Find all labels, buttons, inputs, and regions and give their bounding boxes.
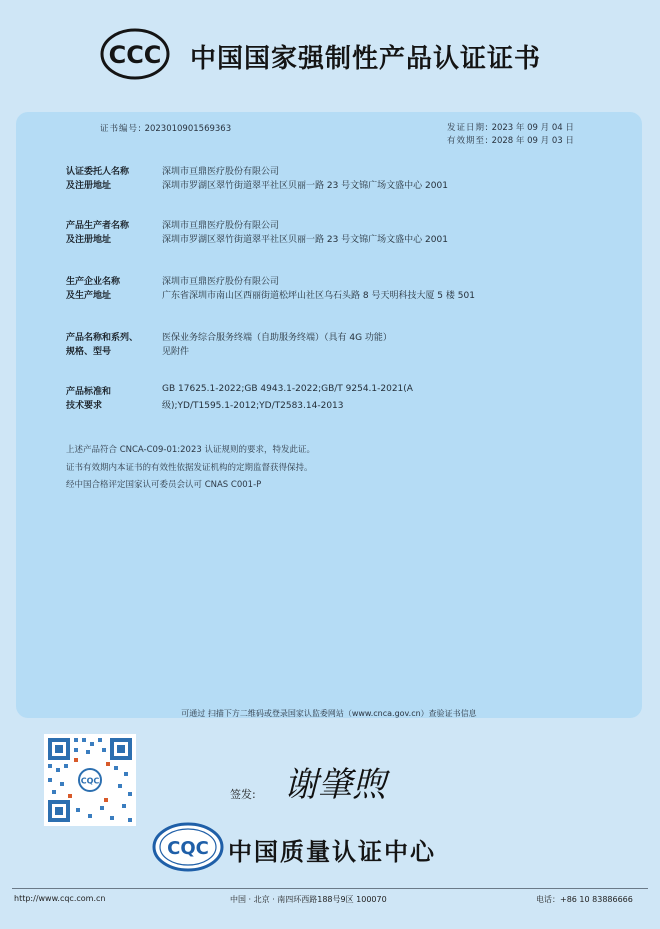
model-label: 规格、型号 [66,347,112,357]
model-value: 见附件 [162,347,190,357]
producer-address-label: 及注册地址 [66,235,112,245]
issue-date-value: 2023 年 09 月 04 日 [491,123,574,133]
handwritten-signature [280,760,420,806]
factory-label: 生产企业名称 [66,277,121,287]
factory-section [66,274,606,302]
ccc-mark-logo [100,28,170,80]
applicant-address-value: 深圳市罗湖区翠竹街道翠平社区贝丽一路 23 号文锦广场文盛中心 2001 [162,181,448,191]
producer-label: 产品生产者名称 [66,221,130,231]
issue-date-label: 发证日期: [447,123,489,133]
cert-number-value: 2023010901569363 [144,124,232,134]
applicant-section [66,164,606,192]
footer-divider [12,888,648,889]
signature-text: 谢肇煦 [284,765,386,805]
applicant-address-label: 及注册地址 [66,181,112,191]
qr-code[interactable] [44,734,136,826]
qr-center-logo-text: CQC [80,776,100,786]
certificate-header [100,22,620,92]
note-line: 证书有效期内本证书的有效性依据发证机构的定期监督获得保持。 [66,462,313,473]
standard-section [66,384,606,412]
expiry-date-value: 2028 年 09 月 03 日 [491,136,574,146]
certificate-title: 中国国家强制性产品认证证书 [190,44,542,74]
factory-value: 深圳市亘鼎医疗股份有限公司 [162,277,280,287]
expiry-date [447,135,574,148]
cert-number-label: 证书编号: [100,124,142,134]
cqc-logo-text: CQC [167,838,209,859]
cqc-logo [152,822,224,872]
certificate-body-panel [16,112,642,718]
issuer-sign-label: 签发: [230,788,256,801]
note-line: 上述产品符合 CNCA-C09-01:2023 认证规则的要求，特发此证。 [66,445,315,455]
factory-address-label: 及生产地址 [66,291,112,301]
producer-value: 深圳市亘鼎医疗股份有限公司 [162,221,280,231]
product-label: 产品名称和系列、 [66,333,139,343]
cert-number [100,122,231,134]
standard-value: GB 17625.1-2022;GB 4943.1-2022;GB/T 9254.1-2021(A [162,384,413,394]
issue-date [447,122,574,135]
note-line: 经中国合格评定国家认可委员会认可 CNAS C001-P [66,480,262,490]
standard-label: 产品标准和 [66,387,112,397]
product-value: 医保业务综合服务终端（自助服务终端）（具有 4G 功能） [162,333,392,343]
expiry-date-label: 有效期至: [447,136,489,146]
verification-instruction: 可通过 扫描下方二维码或登录国家认监委网站（www.cnca.gov.cn）查验证书信息 [181,709,477,718]
footer-address: 中国 · 北京 · 南四环西路188号9区 100070 [230,895,387,904]
cqc-organization-name: 中国质量认证中心 [228,838,436,866]
footer-website[interactable]: http://www.cqc.com.cn [14,894,106,903]
certificate-notes [66,442,315,495]
product-section [66,330,606,358]
applicant-label: 认证委托人名称 [66,167,130,177]
footer-phone: 电话：+86 10 83886666 [536,895,633,904]
tech-requirement-value: 级);YD/T1595.1-2012;YD/T2583.14-2013 [162,401,344,411]
cert-dates [447,122,574,148]
producer-address-value: 深圳市罗湖区翠竹街道翠平社区贝丽一路 23 号文锦广场文盛中心 2001 [162,235,448,245]
factory-address-value: 广东省深圳市南山区西丽街道松坪山社区乌石头路 8 号天明科技大厦 5 楼 501 [162,291,475,301]
producer-section [66,218,606,246]
ccc-logo-text: CCC [108,41,162,69]
tech-requirement-label: 技术要求 [66,401,103,411]
applicant-value: 深圳市亘鼎医疗股份有限公司 [162,167,280,177]
